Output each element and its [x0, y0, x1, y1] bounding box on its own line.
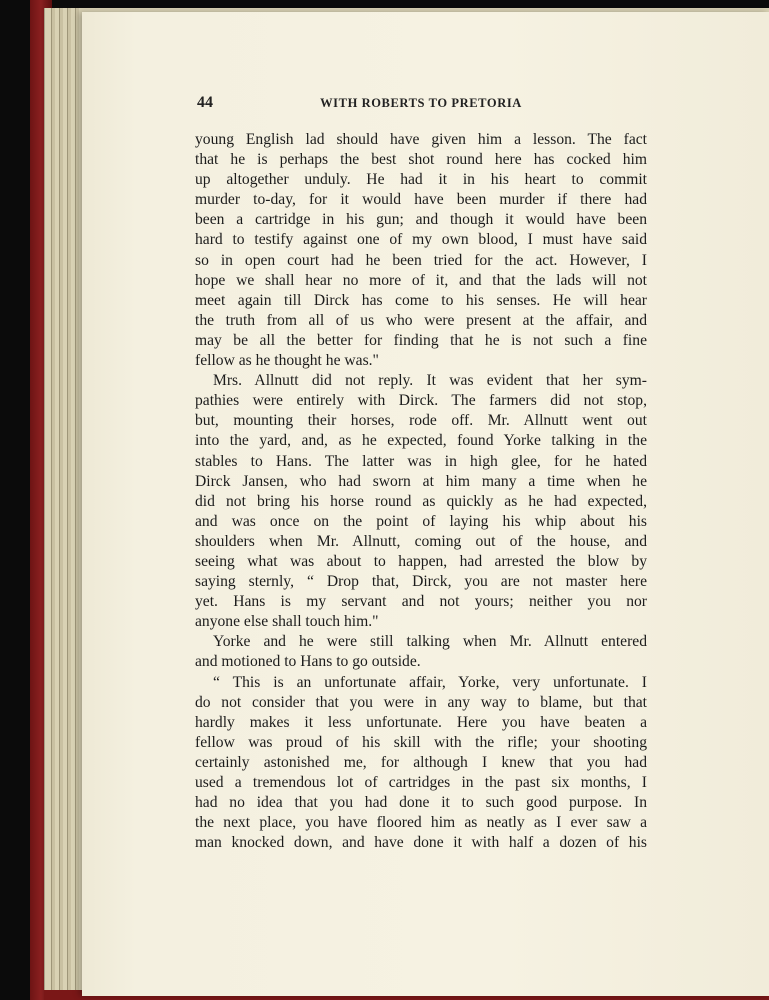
text-line: fellow as he thought he was." [195, 352, 379, 370]
text-line: had no idea that you had done it to such good purpose. In [195, 794, 647, 812]
page-edge [67, 8, 71, 998]
text-line: the next place, you have floored him as neatly as I ever saw a [195, 814, 647, 832]
text-line: Mrs. Allnutt did not reply. It was evident that her sym- [213, 372, 647, 390]
text-line: so in open court had he been tried for the act. However, I [195, 251, 647, 269]
text-line: “ This is an unfortunate affair, Yorke, very unfortunate. I [213, 673, 647, 691]
page-number: 44 [197, 94, 213, 111]
text-line: young English lad should have given him a lesson. The fact [195, 131, 647, 148]
text-line: murder to-day, for it would have been murder if there had [195, 191, 647, 209]
page-edge [59, 8, 63, 998]
text-line: hardly makes it less unfortunate. Here you have beaten a [195, 713, 647, 731]
text-line: may be all the better for finding that he is not such a fine [195, 331, 647, 349]
text-line: been a cartridge in his gun; and though it would have been [195, 211, 647, 229]
page-edge [51, 8, 55, 998]
text-line: seeing what was about to happen, had arrested the blow by [195, 552, 647, 570]
running-title: WITH ROBERTS TO PRETORIA [320, 96, 522, 110]
text-line: hope we shall hear no more of it, and that the lads will not [195, 271, 647, 289]
text-line: shoulders when Mr. Allnutt, coming out of the house, and [195, 532, 647, 550]
text-line: fellow was proud of his skill with the rifle; your shooting [195, 733, 647, 751]
text-line: stables to Hans. The latter was in high glee, for he hated [195, 452, 647, 470]
body-text [195, 130, 647, 853]
text-line: do not consider that you were in any way to blame, but that [195, 693, 647, 711]
text-line: certainly astonished me, for although I knew that you had [195, 753, 647, 771]
page-header [197, 94, 645, 114]
text-line: and was once on the point of laying his whip about his [195, 512, 647, 530]
text-line: pathies were entirely with Dirck. The farmers did not stop, [195, 392, 647, 410]
text-line: meet again till Dirck has come to his senses. He will hear [195, 291, 647, 309]
text-line: man knocked down, and have done it with half a dozen of his [195, 834, 647, 852]
text-line: the truth from all of us who were present at the affair, and [195, 311, 647, 329]
text-line: into the yard, and, as he expected, found Yorke talking in the [195, 432, 647, 450]
text-line: hard to testify against one of my own blood, I must have said [195, 231, 647, 249]
text-line: used a tremendous lot of cartridges in the past six months, I [195, 774, 647, 791]
text-line: that he is perhaps the best shot round here has cocked him [195, 151, 647, 169]
text-line: but, mounting their horses, rode off. Mr. Allnutt went out [195, 412, 647, 430]
text-line: and motioned to Hans to go outside. [195, 653, 421, 671]
text-line: anyone else shall touch him." [195, 613, 379, 631]
text-line: Yorke and he were still talking when Mr. Allnutt entered [213, 633, 647, 651]
page-edge [75, 8, 79, 998]
text-line: saying sternly, “ Drop that, Dirck, you are not master here [195, 573, 647, 591]
text-line: did not bring his horse round as quickly as he had expected, [195, 492, 647, 510]
text-line: Dirck Jansen, who had sworn at him many a time when he [195, 472, 647, 490]
text-line: up altogether unduly. He had it in his heart to commit [195, 171, 647, 189]
text-line: yet. Hans is my servant and not yours; neither you nor [195, 593, 647, 611]
